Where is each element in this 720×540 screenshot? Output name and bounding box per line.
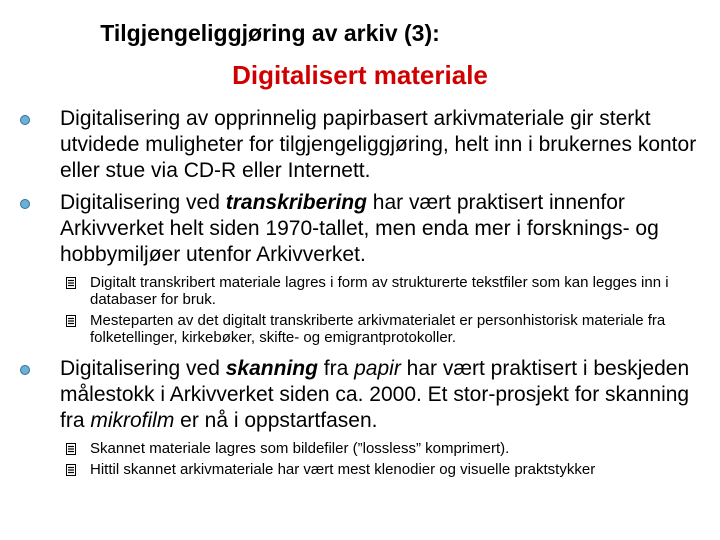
slide-title: Tilgjengeliggjøring av arkiv (3): xyxy=(100,20,440,46)
sub-bullet-item xyxy=(14,440,714,457)
slide-content xyxy=(14,106,714,488)
sub-bullet-list xyxy=(14,274,714,346)
bullet-text xyxy=(60,191,659,266)
list-marker-icon xyxy=(66,464,76,476)
emphasis-skanning: skanning xyxy=(225,357,318,380)
bullet-dot-icon xyxy=(20,115,30,125)
text-run: er nå i oppstartfasen. xyxy=(174,409,378,432)
sub-bullet-text: Digitalt transkribert materiale lagres i form av strukturerte tekstfiler som kan legges inn i databaser for bruk. xyxy=(90,274,669,308)
text-run: fra xyxy=(317,357,355,380)
text-run: Digitalisering ved xyxy=(60,191,226,214)
emphasis-mikrofilm: mikrofilm xyxy=(90,409,175,432)
sub-bullet-text: Skannet materiale lagres som bildefiler (”lossless” komprimert). xyxy=(90,440,510,457)
list-marker-icon xyxy=(66,443,76,455)
bullet-item xyxy=(14,106,714,184)
bullet-text xyxy=(60,357,689,432)
sub-bullet-text: Mesteparten av det digitalt transkriberte arkivmaterialet er personhistorisk materiale fra folketellinger, kirkebøker, skifte- og emigrantprotokoller. xyxy=(90,312,666,346)
bullet-item xyxy=(14,356,714,434)
sub-bullet-item xyxy=(14,312,714,346)
bullet-dot-icon xyxy=(20,199,30,209)
list-marker-icon xyxy=(66,277,76,289)
text-run: har vært praktisert innenfor Arkivverket helt siden 1970-tallet, men enda mer i forsknings- og hobbymiljøer utenfor Arkivverket. xyxy=(60,191,659,266)
sub-bullet-text: Hittil skannet arkivmateriale har vært mest klenodier og visuelle praktstykker xyxy=(90,461,596,478)
sub-bullet-item xyxy=(14,274,714,308)
slide-subtitle: Digitalisert materiale xyxy=(232,60,488,90)
list-marker-icon xyxy=(66,315,76,327)
bullet-text: Digitalisering av opprinnelig papirbasert arkivmateriale gir sterkt utvidede muligheter for tilgjengeliggjøring, helt inn i brukernes kontor eller stue via CD-R eller Internett. xyxy=(60,107,697,182)
emphasis-transkribering: transkribering xyxy=(225,191,367,214)
sub-bullet-item xyxy=(14,461,714,478)
sub-bullet-list xyxy=(14,440,714,478)
text-run: har vært praktisert i beskjeden målestokk i Arkivverket siden ca. 2000. Et stor-prosjekt for skanning fra xyxy=(60,357,690,432)
bullet-item xyxy=(14,190,714,268)
text-run: Digitalisering ved xyxy=(60,357,226,380)
bullet-dot-icon xyxy=(20,365,30,375)
emphasis-papir: papir xyxy=(354,357,401,380)
